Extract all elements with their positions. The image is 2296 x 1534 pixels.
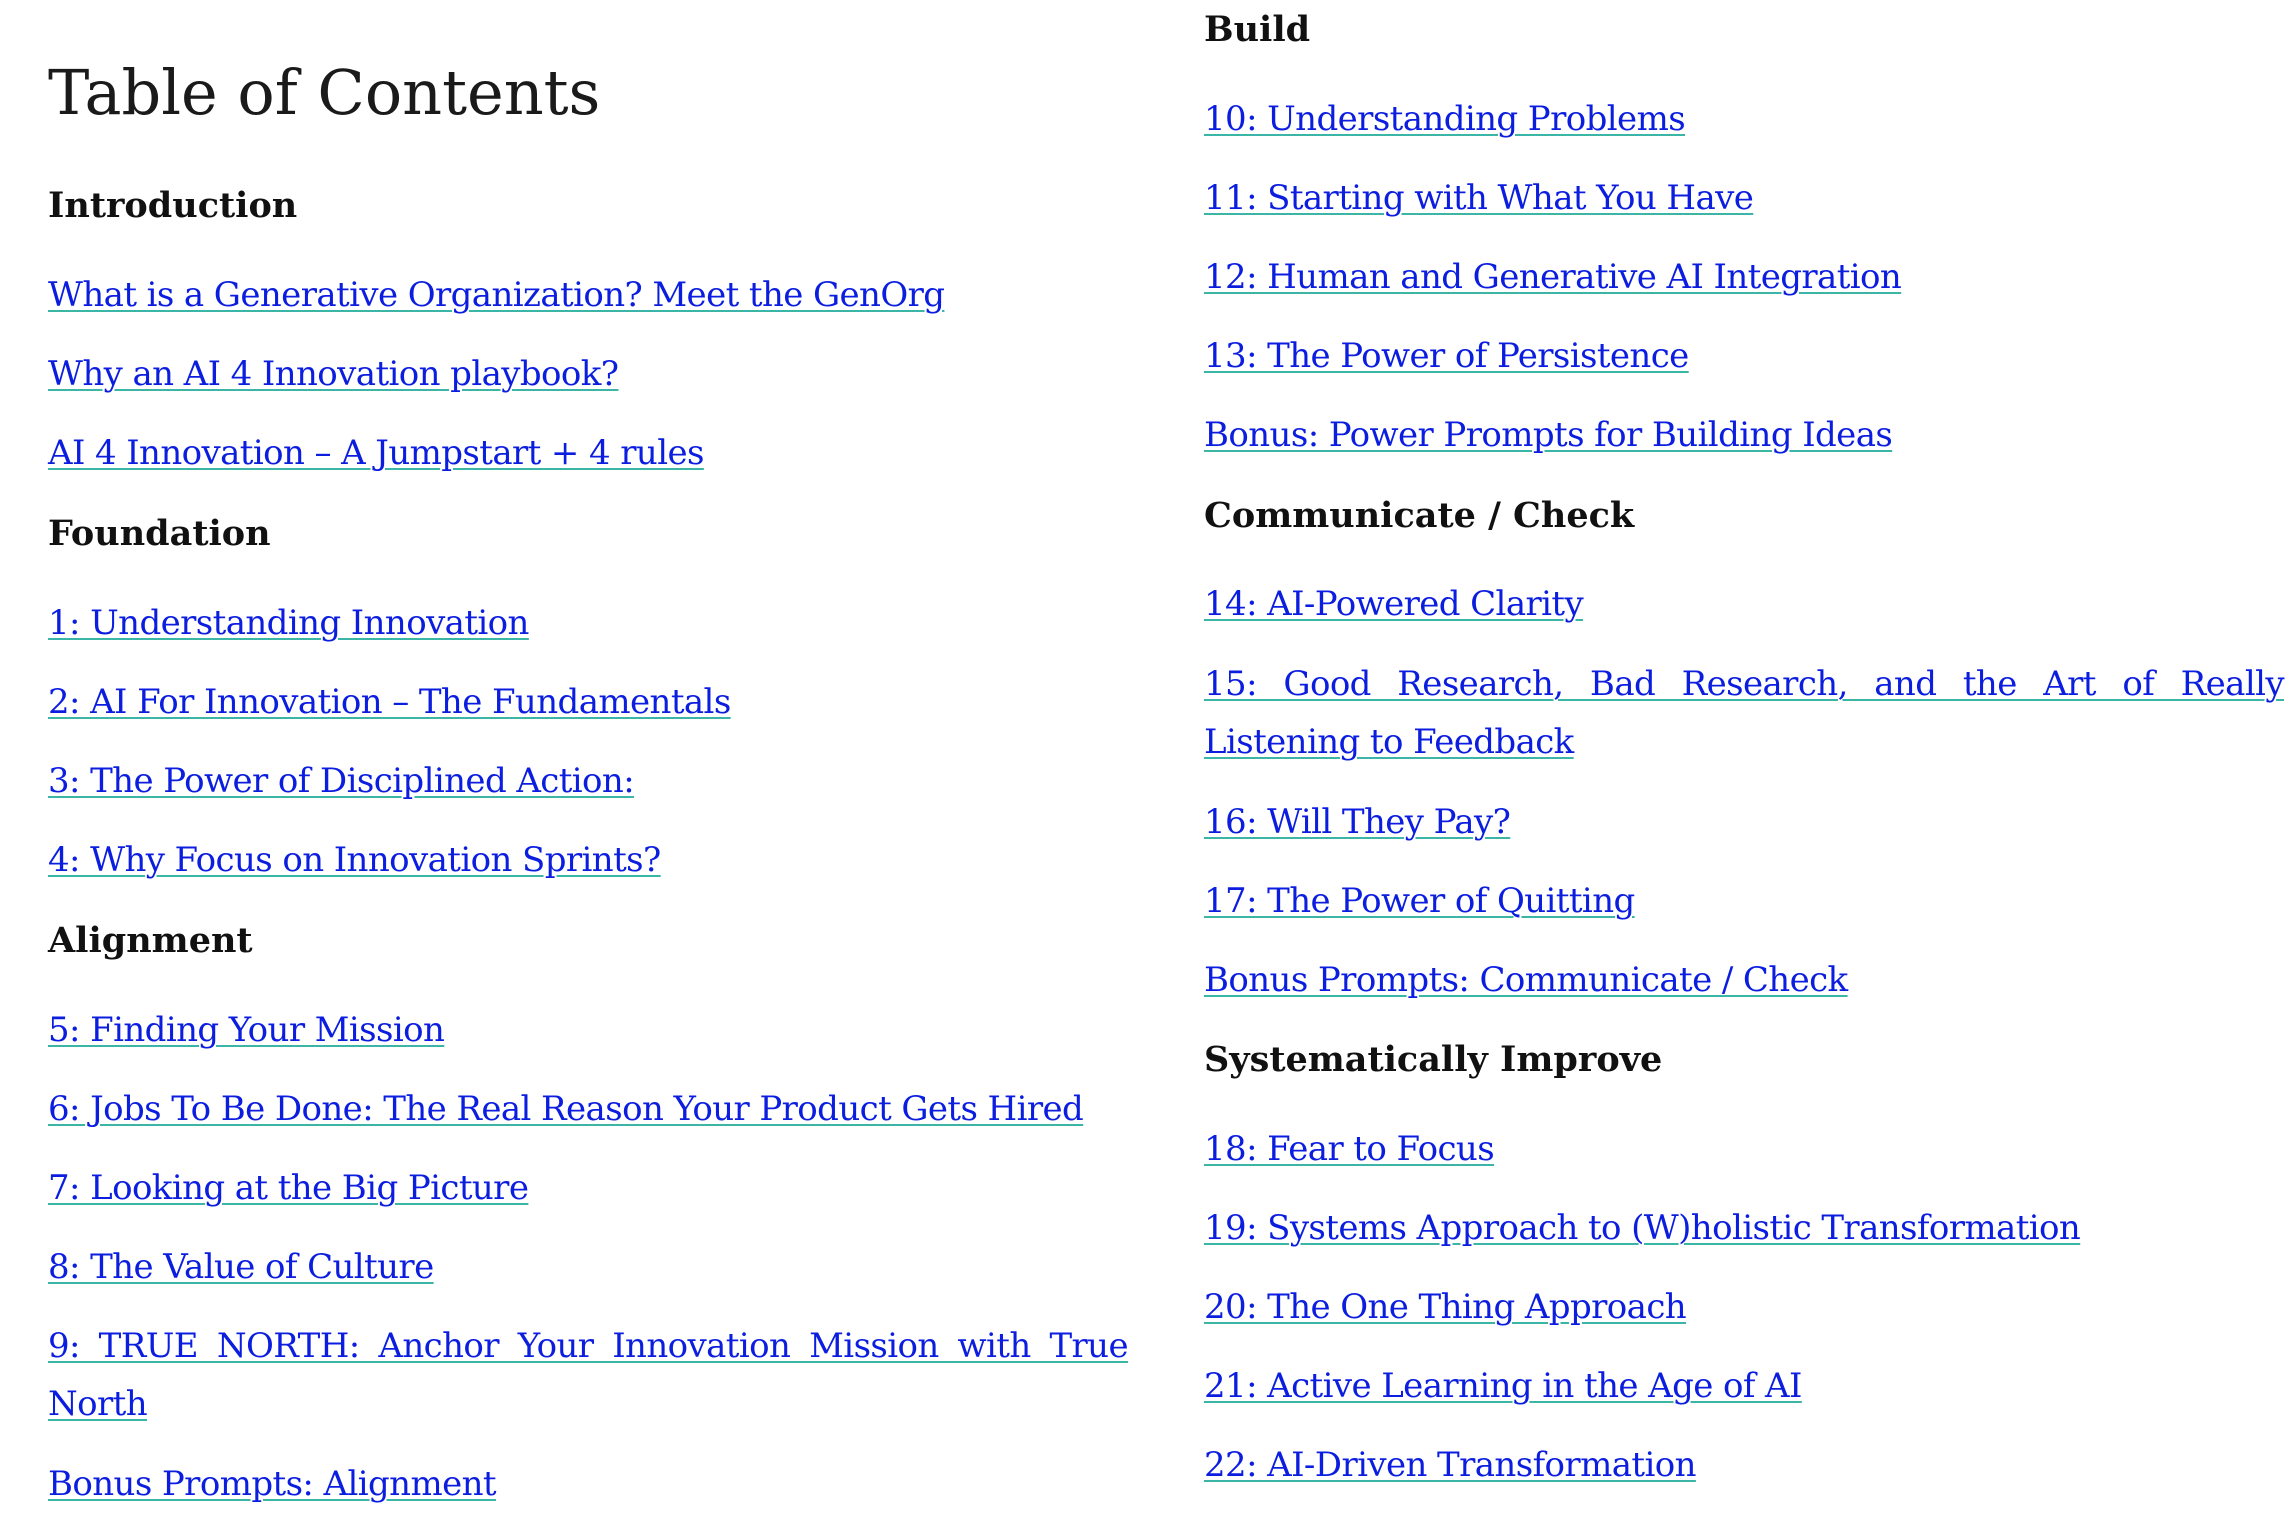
toc-link-chapter-5[interactable]: 5: Finding Your Mission (48, 1010, 445, 1050)
toc-link-chapter-16[interactable]: 16: Will They Pay? (1204, 802, 1511, 842)
section-heading-introduction: Introduction (48, 185, 298, 226)
toc-link-bonus-communicate-check[interactable]: Bonus Prompts: Communicate / Check (1204, 960, 1848, 1000)
toc-link-chapter-14[interactable]: 14: AI-Powered Clarity (1204, 584, 1584, 624)
toc-link-chapter-6[interactable]: 6: Jobs To Be Done: The Real Reason Your Product Gets Hired (48, 1089, 1084, 1129)
toc-link-chapter-15[interactable]: 15: Good Research, Bad Research, and the Art of Really Listening to Feedback (1204, 664, 2284, 762)
toc-link-chapter-1[interactable]: 1: Understanding Innovation (48, 603, 529, 643)
toc-link-chapter-2[interactable]: 2: AI For Innovation – The Fundamentals (48, 682, 731, 722)
toc-link-generative-organization[interactable]: What is a Generative Organization? Meet the GenOrg (48, 275, 945, 315)
toc-link-bonus-alignment[interactable]: Bonus Prompts: Alignment (48, 1464, 496, 1504)
section-heading-build: Build (1204, 9, 1311, 50)
toc-link-chapter-11[interactable]: 11: Starting with What You Have (1204, 178, 1754, 218)
toc-link-chapter-13[interactable]: 13: The Power of Persistence (1204, 336, 1689, 376)
section-heading-communicate-check: Communicate / Check (1204, 495, 1635, 536)
toc-link-chapter-21[interactable]: 21: Active Learning in the Age of AI (1204, 1366, 1802, 1406)
toc-link-bonus-build[interactable]: Bonus: Power Prompts for Building Ideas (1204, 415, 1893, 455)
toc-link-chapter-18[interactable]: 18: Fear to Focus (1204, 1129, 1495, 1169)
toc-link-chapter-8[interactable]: 8: The Value of Culture (48, 1247, 434, 1287)
section-heading-foundation: Foundation (48, 513, 271, 554)
section-heading-systematically-improve: Systematically Improve (1204, 1039, 1663, 1080)
toc-link-chapter-17[interactable]: 17: The Power of Quitting (1204, 881, 1635, 921)
toc-link-jumpstart[interactable]: AI 4 Innovation – A Jumpstart + 4 rules (48, 433, 704, 473)
section-heading-alignment: Alignment (48, 920, 253, 961)
toc-link-chapter-10[interactable]: 10: Understanding Problems (1204, 99, 1686, 139)
toc-link-chapter-9[interactable]: 9: TRUE NORTH: Anchor Your Innovation Mission with True North (48, 1326, 1128, 1424)
toc-link-chapter-19[interactable]: 19: Systems Approach to (W)holistic Transformation (1204, 1208, 2081, 1248)
toc-link-why-playbook[interactable]: Why an AI 4 Innovation playbook? (48, 354, 619, 394)
toc-link-chapter-3[interactable]: 3: The Power of Disciplined Action: (48, 761, 635, 801)
page-title: Table of Contents (48, 56, 601, 129)
toc-link-chapter-4[interactable]: 4: Why Focus on Innovation Sprints? (48, 840, 661, 880)
toc-link-chapter-22[interactable]: 22: AI-Driven Transformation (1204, 1445, 1696, 1485)
toc-link-chapter-12[interactable]: 12: Human and Generative AI Integration (1204, 257, 1902, 297)
toc-link-chapter-7[interactable]: 7: Looking at the Big Picture (48, 1168, 529, 1208)
toc-link-chapter-20[interactable]: 20: The One Thing Approach (1204, 1287, 1687, 1327)
